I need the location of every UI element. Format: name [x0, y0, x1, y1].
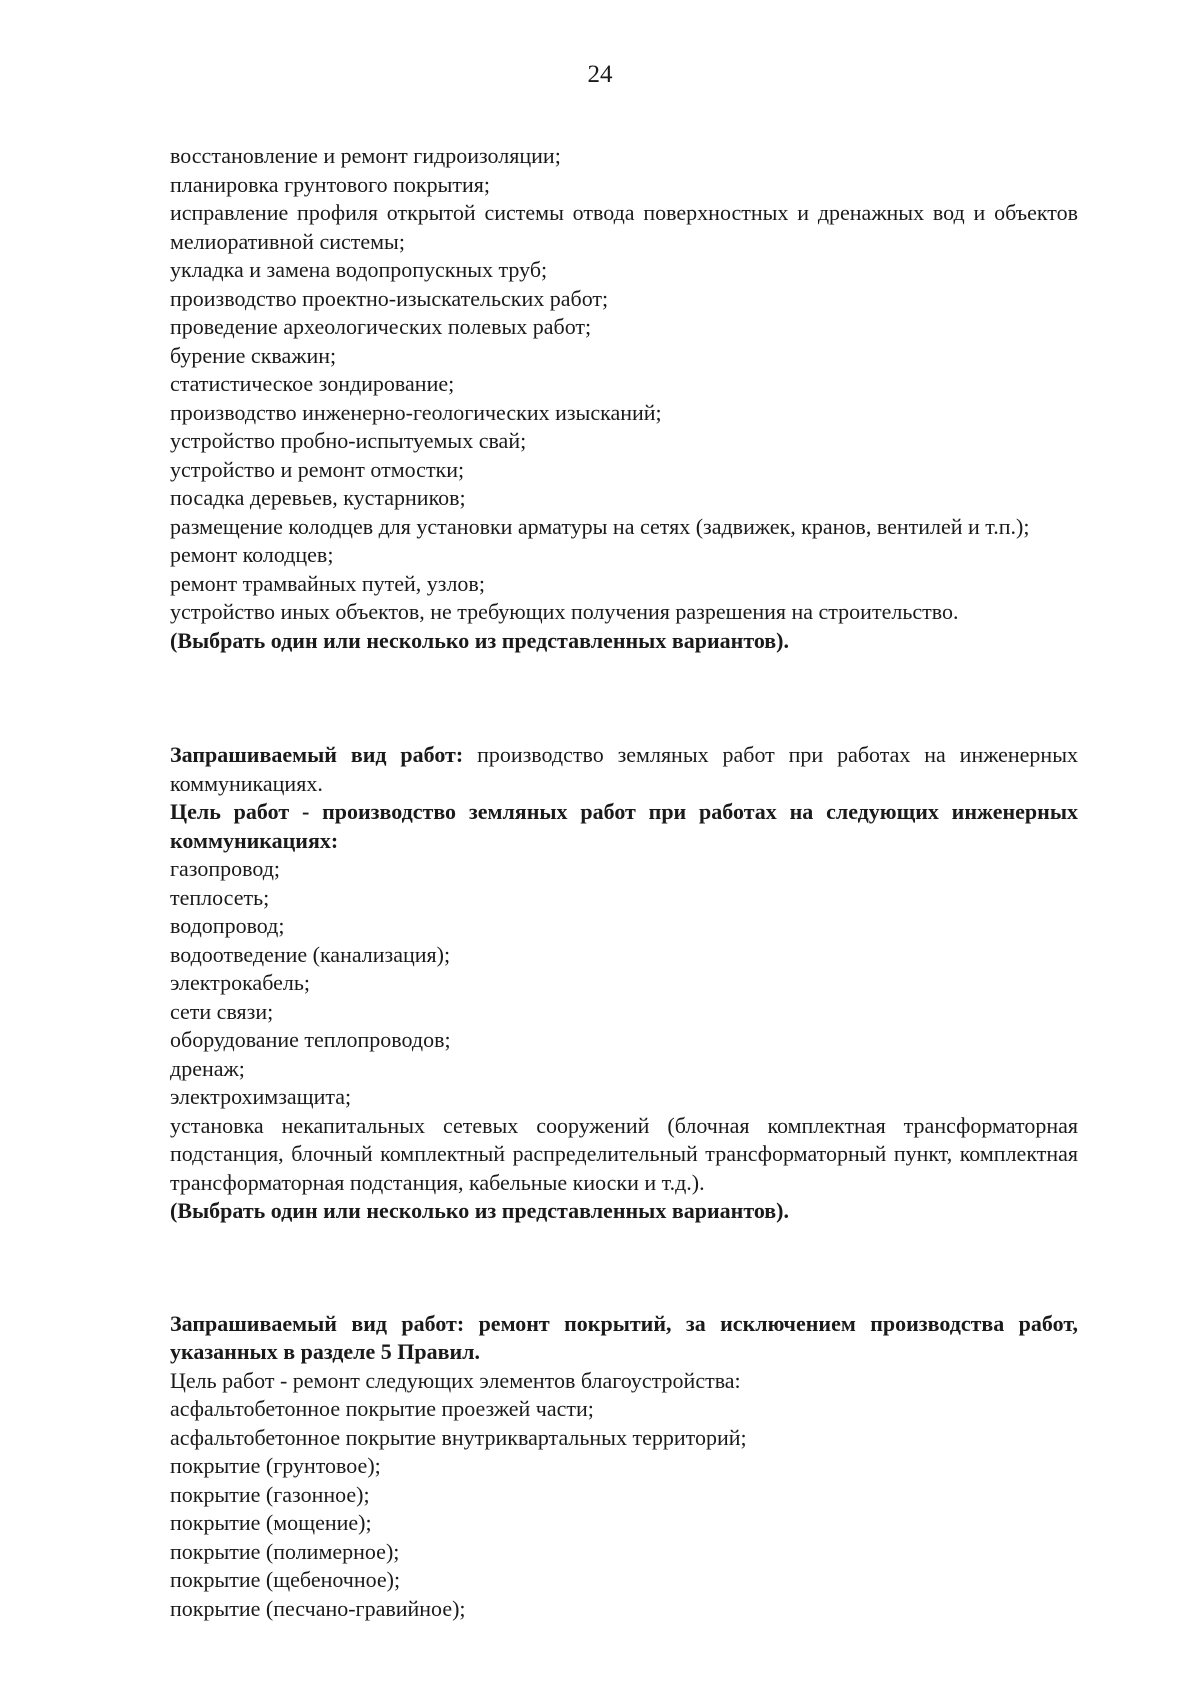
- list-item: асфальтобетонное покрытие проезжей части;: [170, 1396, 594, 1421]
- list-item: ремонт колодцев;: [170, 542, 334, 567]
- list-item: посадка деревьев, кустарников;: [170, 485, 466, 510]
- list-item: покрытие (полимерное);: [170, 1538, 400, 1564]
- list-item: укладка и замена водопропускных труб;: [170, 257, 548, 282]
- list-item: восстановление и ремонт гидроизоляции;: [170, 143, 561, 168]
- list-item: установка некапитальных сетевых сооружений (блочная комплектная трансформаторная подстанция, блочный комплектный распределительный трансформаторный пункт, комплектная трансформаторная подстанция, кабельные киоски и т.д.).: [170, 1112, 1078, 1195]
- list-item: покрытие (щебеночное);: [170, 1567, 401, 1592]
- list-item: ремонт трамвайных путей, узлов;: [170, 570, 485, 596]
- list-item: теплосеть;: [170, 884, 270, 910]
- list-item: планировка грунтового покрытия;: [170, 171, 490, 197]
- selection-note: (Выбрать один или несколько из представленных вариантов).: [170, 627, 789, 653]
- list-item: размещение колодцев для установки арматуры на сетях (задвижек, кранов, вентилей и т.п.);: [170, 513, 1030, 539]
- page-number: 24: [587, 61, 613, 88]
- list-item: устройство иных объектов, не требующих получения разрешения на строительство.: [170, 599, 959, 624]
- list-item: газопровод;: [170, 856, 281, 881]
- list-item: покрытие (газонное);: [170, 1481, 370, 1507]
- list-item: производство проектно-изыскательских работ;: [170, 285, 609, 311]
- requested-work-label: Запрашиваемый вид работ:: [170, 742, 464, 767]
- list-item: проведение археологических полевых работ;: [170, 314, 592, 339]
- list-item: электрокабель;: [170, 970, 310, 995]
- list-item: покрытие (песчано-гравийное);: [170, 1595, 466, 1621]
- list-item: производство инженерно-геологических изысканий;: [170, 399, 662, 425]
- list-item: статистическое зондирование;: [170, 371, 455, 396]
- section-1: [170, 142, 1078, 655]
- list-item: водоотведение (канализация);: [170, 941, 451, 967]
- list-item: электрохимзащита;: [170, 1084, 352, 1109]
- requested-work-text: ремонт покрытий, за исключением производства работ, указанных в разделе 5 Правил.: [170, 1310, 1078, 1364]
- work-purpose: Цель работ - производство земляных работ при работах на следующих инженерных коммуникациях:: [170, 799, 1078, 853]
- list-item: исправление профиля открытой системы отвода поверхностных и дренажных вод и объектов мелиоративной системы;: [170, 200, 1078, 254]
- requested-work-text: производство земляных работ при работах на инженерных коммуникациях.: [170, 742, 1078, 796]
- document-body: [170, 142, 1078, 1623]
- requested-work-paragraph: [170, 741, 1078, 798]
- list-item: оборудование теплопроводов;: [170, 1027, 451, 1052]
- list-item: устройство и ремонт отмостки;: [170, 456, 465, 482]
- list-item: сети связи;: [170, 998, 274, 1024]
- list-item: водопровод;: [170, 913, 285, 938]
- selection-note: (Выбрать один или несколько из представленных вариантов).: [170, 1198, 789, 1223]
- list-item: асфальтобетонное покрытие внутриквартальных территорий;: [170, 1424, 747, 1450]
- list-item: бурение скважин;: [170, 342, 337, 368]
- requested-work-label: Запрашиваемый вид работ:: [170, 1310, 465, 1336]
- requested-work-paragraph: [170, 1310, 1078, 1367]
- section-2: [170, 741, 1078, 1226]
- work-purpose: Цель работ - ремонт следующих элементов благоустройства:: [170, 1367, 741, 1393]
- list-item: покрытие (мощение);: [170, 1510, 372, 1535]
- list-item: устройство пробно-испытуемых свай;: [170, 428, 527, 453]
- list-item: дренаж;: [170, 1055, 245, 1081]
- list-item: покрытие (грунтовое);: [170, 1453, 381, 1478]
- section-3: [170, 1310, 1078, 1624]
